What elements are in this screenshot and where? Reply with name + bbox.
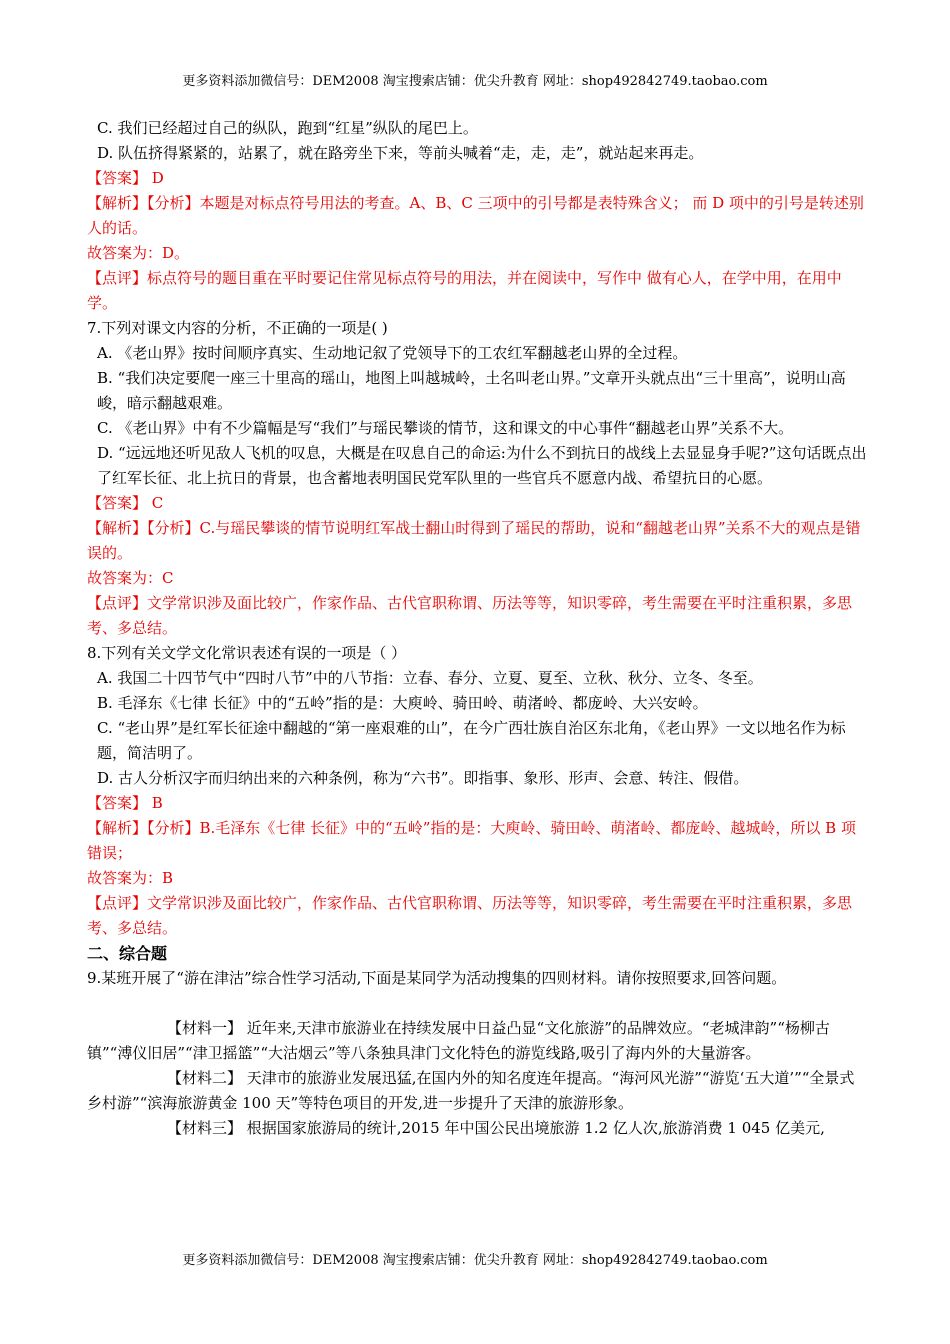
q7-stem: 7.下列对课文内容的分析，不正确的一项是( ) xyxy=(87,319,388,337)
q8-option-b: B. 毛泽东《七律 长征》中的“五岭”指的是：大庾岭、骑田岭、萌渚岭、都庞岭、大兴安岭。 xyxy=(97,694,708,712)
q7-option-b: B. “我们决定要爬一座三十里高的瑶山，地图上叫越城岭，土名叫老山界。”文章开头就点出“三十里高”，说明山高峻，暗示翻越艰难。 xyxy=(97,369,846,412)
q8-option-c: C. “老山界”是红军长征途中翻越的“第一座艰难的山”，在今广西壮族自治区东北角，《老山界》一文以地名作为标题，简洁明了。 xyxy=(97,719,846,762)
q8-answer: 【答案】 B xyxy=(87,794,163,812)
q9-material-2: 【材料二】 天津市的旅游业发展迅猛,在国内外的知名度连年提高。“海河风光游”“游览‘五大道’”“全景式乡村游”“滨海旅游黄金 100 天”等特色项目的开发,进一步提升了天津的旅游形象。 xyxy=(87,1069,855,1112)
q9-material-1: 【材料一】 近年来,天津市旅游业在持续发展中日益凸显“文化旅游”的品牌效应。“老城津韵”“杨柳古镇”“溥仪旧居”“津卫摇篮”“大沽烟云”等八条独具津门文化特色的游览线路,吸引了海内外的大量游客。 xyxy=(87,1019,830,1062)
q9-stem: 9.某班开展了“游在津沽”综合性学习活动,下面是某同学为活动搜集的四则材料。请你按照要求,回答问题。 xyxy=(87,969,787,987)
q6-analysis: 【解析】【分析】本题是对标点符号用法的考查。A、B、C 三项中的引号都是表特殊含义； 而 D 项中的引号是转述别人的话。 xyxy=(87,194,864,237)
q7-option-c: C. 《老山界》中有不少篇幅是写“我们”与瑶民攀谈的情节，这和课文的中心事件“翻越老山界”关系不大。 xyxy=(97,419,794,437)
q8-conclusion: 故答案为：B xyxy=(87,869,174,887)
q7-conclusion: 故答案为：C xyxy=(87,569,174,587)
q7-analysis: 【解析】【分析】C.与瑶民攀谈的情节说明红军战士翻山时得到了瑶民的帮助，说和“翻越老山界”关系不大的观点是错误的。 xyxy=(87,519,861,562)
page-footer: 更多资料添加微信号：DEM2008 淘宝搜索店铺：优尖升教育 网址：shop492842749.taobao.com xyxy=(182,1253,768,1268)
q8-stem: 8.下列有关文学文化常识表述有误的一项是（ ） xyxy=(87,644,407,662)
q8-option-a: A. 我国二十四节气中“四时八节”中的八节指：立春、春分、立夏、夏至、立秋、秋分、立冬、冬至。 xyxy=(97,669,763,687)
q7-comment: 【点评】文学常识涉及面比较广，作家作品、古代官职称谓、历法等等，知识零碎，考生需要在平时注重积累，多思考、多总结。 xyxy=(87,594,853,637)
document-body xyxy=(87,116,867,1141)
q8-comment: 【点评】文学常识涉及面比较广，作家作品、古代官职称谓、历法等等，知识零碎，考生需要在平时注重积累，多思考、多总结。 xyxy=(87,894,853,937)
q6-option-c: C. 我们已经超过自己的纵队，跑到“红星”纵队的尾巴上。 xyxy=(97,119,478,137)
q9-material-3: 【材料三】 根据国家旅游局的统计,2015 年中国公民出境旅游 1.2 亿人次,旅游消费 1 045 亿美元, xyxy=(167,1119,825,1137)
q7-option-a: A. 《老山界》按时间顺序真实、生动地记叙了党领导下的工农红军翻越老山界的全过程。 xyxy=(97,344,688,362)
q7-answer: 【答案】 C xyxy=(87,494,164,512)
q6-comment: 【点评】标点符号的题目重在平时要记住常见标点符号的用法，并在阅读中，写作中 做有心人，在学中用，在用中学。 xyxy=(87,269,842,312)
q6-option-d: D. 队伍挤得紧紧的，站累了，就在路旁坐下来，等前头喊着“走，走，走”，就站起来再走。 xyxy=(97,144,704,162)
spacer xyxy=(87,991,867,1016)
q6-conclusion: 故答案为：D。 xyxy=(87,244,190,262)
q8-option-d: D. 古人分析汉字而归纳出来的六种条例，称为“六书”。即指事、象形、形声、会意、转注、假借。 xyxy=(97,769,749,787)
page-header: 更多资料添加微信号：DEM2008 淘宝搜索店铺：优尖升教育 网址：shop492842749.taobao.com xyxy=(182,74,768,89)
q8-analysis: 【解析】【分析】B.毛泽东《七律 长征》中的“五岭”指的是：大庾岭、骑田岭、萌渚岭、都庞岭、越城岭，所以 B 项错误； xyxy=(87,819,856,862)
section-title: 二、综合题 xyxy=(87,944,168,963)
q7-option-d: D. “远远地还听见敌人飞机的叹息，大概是在叹息自己的命运:为什么不到抗日的战线上去显显身手呢?”这句话既点出了红军长征、北上抗日的背景，也含蓄地表明国民党军队里的一些官兵不愿意内战、希望抗日的心愿。 xyxy=(97,444,867,487)
q6-answer: 【答案】 D xyxy=(87,169,164,187)
